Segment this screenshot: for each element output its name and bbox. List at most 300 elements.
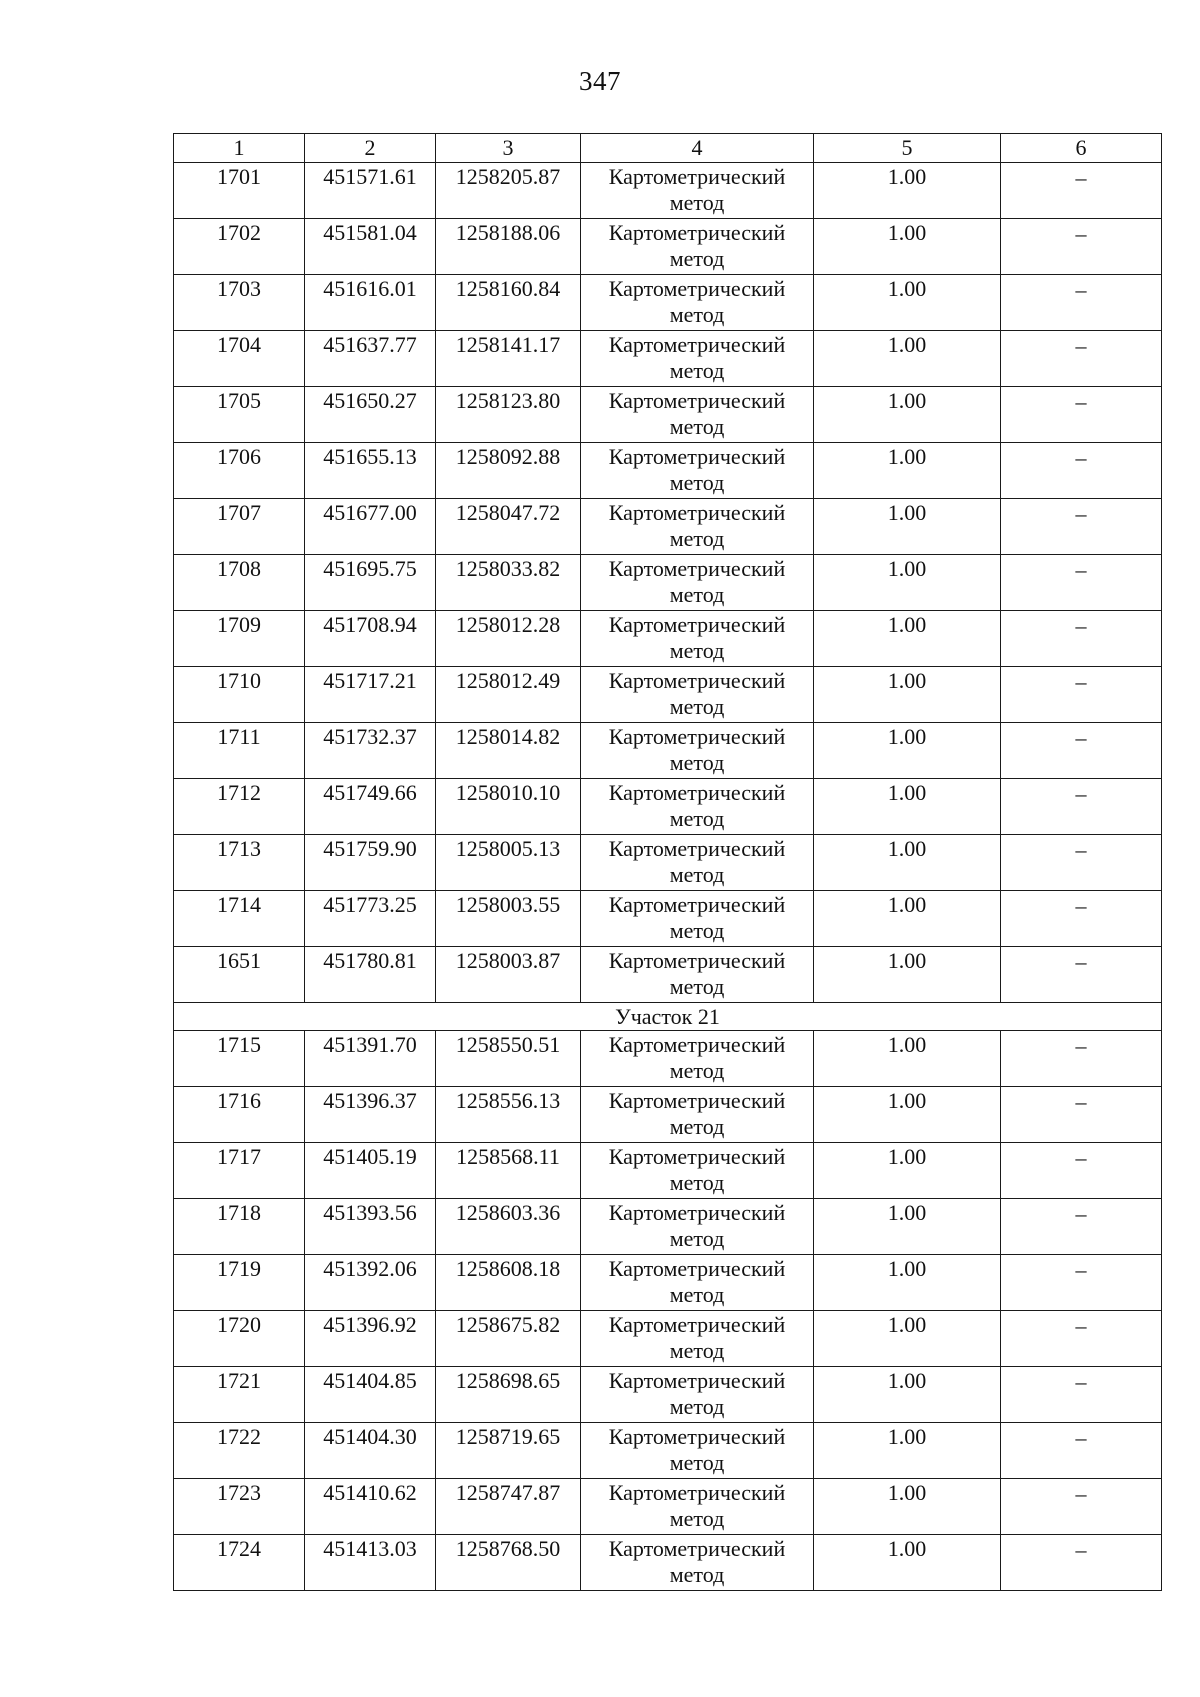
accuracy-cell: [814, 667, 1001, 723]
y-coordinate: 1258123.80: [455, 388, 561, 413]
method-cell: [581, 1535, 814, 1591]
x-coordinate: 451749.66: [323, 780, 417, 805]
y-coordinate-cell: [436, 611, 581, 667]
point-number: 1715: [217, 1032, 261, 1057]
method-cell: [581, 1423, 814, 1479]
x-coordinate: 451396.92: [323, 1312, 417, 1337]
accuracy-cell: [814, 1199, 1001, 1255]
x-coordinate-cell: [305, 387, 436, 443]
y-coordinate-cell: [436, 443, 581, 499]
table-row: [174, 835, 1162, 891]
accuracy-cell: [814, 387, 1001, 443]
y-coordinate-cell: [436, 219, 581, 275]
y-coordinate-cell: [436, 723, 581, 779]
point-number: 1709: [217, 612, 261, 637]
column-header: 3: [436, 134, 581, 163]
note-cell: [1001, 947, 1162, 1003]
method-line-2: метод: [669, 806, 725, 831]
note: –: [1075, 165, 1087, 190]
y-coordinate-cell: [436, 835, 581, 891]
note-cell: [1001, 891, 1162, 947]
method-line-1: Картометрический: [608, 1032, 786, 1057]
point-number-cell: [174, 275, 305, 331]
table-row: [174, 1143, 1162, 1199]
note-cell: [1001, 1255, 1162, 1311]
note: –: [1075, 277, 1087, 302]
accuracy: 1.00: [887, 164, 927, 189]
accuracy: 1.00: [887, 556, 927, 581]
point-number-cell: [174, 1367, 305, 1423]
method-line-1: Картометрический: [608, 1480, 786, 1505]
note-cell: [1001, 1423, 1162, 1479]
x-coordinate-cell: [305, 1367, 436, 1423]
table-row: [174, 611, 1162, 667]
x-coordinate-cell: [305, 1423, 436, 1479]
method-line-1: Картометрический: [608, 724, 786, 749]
method-line-1: Картометрический: [608, 1200, 786, 1225]
column-header: 1: [174, 134, 305, 163]
x-coordinate: 451404.30: [323, 1424, 417, 1449]
point-number-cell: [174, 1311, 305, 1367]
accuracy-cell: [814, 443, 1001, 499]
point-number: 1703: [217, 276, 261, 301]
section-heading: Участок 21: [174, 1003, 1162, 1031]
y-coordinate-cell: [436, 1479, 581, 1535]
y-coordinate: 1258014.82: [455, 724, 561, 749]
x-coordinate: 451616.01: [323, 276, 417, 301]
method-line-2: метод: [669, 1338, 725, 1363]
method-cell: [581, 1199, 814, 1255]
x-coordinate-cell: [305, 779, 436, 835]
note-cell: [1001, 779, 1162, 835]
method-cell: [581, 1087, 814, 1143]
x-coordinate: 451717.21: [323, 668, 417, 693]
accuracy: 1.00: [887, 388, 927, 413]
method-line-2: метод: [669, 638, 725, 663]
table-row: [174, 275, 1162, 331]
accuracy-cell: [814, 947, 1001, 1003]
x-coordinate: 451650.27: [323, 388, 417, 413]
x-coordinate-cell: [305, 219, 436, 275]
method-cell: [581, 331, 814, 387]
section-heading-row: [174, 1003, 1162, 1031]
x-coordinate-cell: [305, 1311, 436, 1367]
y-coordinate: 1258719.65: [455, 1424, 561, 1449]
point-number-cell: [174, 1031, 305, 1087]
x-coordinate: 451780.81: [323, 948, 417, 973]
column-number-row: [174, 134, 1162, 163]
y-coordinate: 1258768.50: [455, 1536, 561, 1561]
method-line-1: Картометрический: [608, 164, 786, 189]
note-cell: [1001, 1311, 1162, 1367]
x-coordinate-cell: [305, 947, 436, 1003]
x-coordinate-cell: [305, 835, 436, 891]
method-line-1: Картометрический: [608, 1536, 786, 1561]
note: –: [1075, 837, 1087, 862]
method-line-2: метод: [669, 246, 725, 271]
y-coordinate: 1258698.65: [455, 1368, 561, 1393]
method-line-2: метод: [669, 302, 725, 327]
y-coordinate-cell: [436, 1199, 581, 1255]
y-coordinate-cell: [436, 667, 581, 723]
point-number: 1711: [217, 724, 261, 749]
method-line-1: Картометрический: [608, 220, 786, 245]
point-number-cell: [174, 891, 305, 947]
method-line-2: метод: [669, 974, 725, 999]
note: –: [1075, 1537, 1087, 1562]
method-line-2: метод: [669, 1058, 725, 1083]
table-row: [174, 499, 1162, 555]
accuracy-cell: [814, 219, 1001, 275]
note-cell: [1001, 723, 1162, 779]
note-cell: [1001, 1367, 1162, 1423]
method-cell: [581, 555, 814, 611]
point-number-cell: [174, 779, 305, 835]
column-header: 6: [1001, 134, 1162, 163]
method-line-2: метод: [669, 190, 725, 215]
x-coordinate-cell: [305, 667, 436, 723]
note: –: [1075, 1481, 1087, 1506]
method-line-1: Картометрический: [608, 668, 786, 693]
accuracy-cell: [814, 1311, 1001, 1367]
accuracy-cell: [814, 275, 1001, 331]
accuracy-cell: [814, 611, 1001, 667]
point-number: 1719: [217, 1256, 261, 1281]
note-cell: [1001, 443, 1162, 499]
method-line-2: метод: [669, 1394, 725, 1419]
x-coordinate: 451571.61: [323, 164, 417, 189]
method-line-2: метод: [669, 1226, 725, 1251]
method-cell: [581, 1255, 814, 1311]
point-number-cell: [174, 723, 305, 779]
accuracy-cell: [814, 1255, 1001, 1311]
point-number-cell: [174, 387, 305, 443]
y-coordinate-cell: [436, 1087, 581, 1143]
method-line-1: Картометрический: [608, 388, 786, 413]
y-coordinate: 1258603.36: [455, 1200, 561, 1225]
y-coordinate-cell: [436, 331, 581, 387]
y-coordinate: 1258092.88: [455, 444, 561, 469]
method-line-2: метод: [669, 1170, 725, 1195]
y-coordinate: 1258033.82: [455, 556, 561, 581]
x-coordinate: 451393.56: [323, 1200, 417, 1225]
method-line-2: метод: [669, 694, 725, 719]
table-row: [174, 1423, 1162, 1479]
accuracy-cell: [814, 1423, 1001, 1479]
note-cell: [1001, 331, 1162, 387]
x-coordinate-cell: [305, 331, 436, 387]
method-cell: [581, 1311, 814, 1367]
point-number-cell: [174, 1143, 305, 1199]
x-coordinate: 451410.62: [323, 1480, 417, 1505]
table-row: [174, 1311, 1162, 1367]
y-coordinate-cell: [436, 1423, 581, 1479]
accuracy-cell: [814, 163, 1001, 219]
method-cell: [581, 947, 814, 1003]
method-cell: [581, 667, 814, 723]
accuracy-cell: [814, 1367, 1001, 1423]
point-number: 1702: [217, 220, 261, 245]
point-number-cell: [174, 219, 305, 275]
note: –: [1075, 1369, 1087, 1394]
x-coordinate: 451396.37: [323, 1088, 417, 1113]
point-number: 1707: [217, 500, 261, 525]
accuracy: 1.00: [887, 1032, 927, 1057]
y-coordinate: 1258568.11: [456, 1144, 560, 1169]
x-coordinate: 451655.13: [323, 444, 417, 469]
method-line-1: Картометрический: [608, 1144, 786, 1169]
y-coordinate: 1258012.28: [455, 612, 561, 637]
x-coordinate-cell: [305, 1255, 436, 1311]
method-line-2: метод: [669, 750, 725, 775]
method-cell: [581, 163, 814, 219]
note: –: [1075, 669, 1087, 694]
x-coordinate: 451581.04: [323, 220, 417, 245]
y-coordinate: 1258556.13: [455, 1088, 561, 1113]
column-header: 2: [305, 134, 436, 163]
accuracy-cell: [814, 1087, 1001, 1143]
table-row: [174, 555, 1162, 611]
method-line-2: метод: [669, 918, 725, 943]
table-row: [174, 331, 1162, 387]
method-line-1: Картометрический: [608, 948, 786, 973]
table-row: [174, 723, 1162, 779]
table-row: [174, 1367, 1162, 1423]
accuracy: 1.00: [887, 836, 927, 861]
x-coordinate: 451637.77: [323, 332, 417, 357]
note: –: [1075, 1313, 1087, 1338]
y-coordinate: 1258747.87: [455, 1480, 561, 1505]
point-number: 1721: [217, 1368, 261, 1393]
table-row: [174, 667, 1162, 723]
accuracy: 1.00: [887, 1200, 927, 1225]
table-row: [174, 1255, 1162, 1311]
method-line-2: метод: [669, 470, 725, 495]
y-coordinate-cell: [436, 1535, 581, 1591]
note: –: [1075, 501, 1087, 526]
y-coordinate-cell: [436, 1311, 581, 1367]
method-cell: [581, 1479, 814, 1535]
point-number: 1705: [217, 388, 261, 413]
x-coordinate: 451413.03: [323, 1536, 417, 1561]
x-coordinate-cell: [305, 1143, 436, 1199]
y-coordinate: 1258003.87: [455, 948, 561, 973]
note: –: [1075, 1033, 1087, 1058]
accuracy: 1.00: [887, 1368, 927, 1393]
accuracy-cell: [814, 1143, 1001, 1199]
note: –: [1075, 389, 1087, 414]
y-coordinate-cell: [436, 1031, 581, 1087]
y-coordinate: 1258550.51: [455, 1032, 561, 1057]
note: –: [1075, 613, 1087, 638]
point-number: 1724: [217, 1536, 261, 1561]
method-line-2: метод: [669, 1450, 725, 1475]
table-row: [174, 1479, 1162, 1535]
method-cell: [581, 611, 814, 667]
method-line-2: метод: [669, 1282, 725, 1307]
point-number: 1710: [217, 668, 261, 693]
accuracy: 1.00: [887, 1256, 927, 1281]
table-body: [174, 134, 1162, 1591]
table-row: [174, 443, 1162, 499]
note: –: [1075, 1201, 1087, 1226]
accuracy: 1.00: [887, 276, 927, 301]
method-line-2: метод: [669, 414, 725, 439]
method-line-1: Картометрический: [608, 1368, 786, 1393]
point-number: 1708: [217, 556, 261, 581]
x-coordinate-cell: [305, 1031, 436, 1087]
y-coordinate-cell: [436, 779, 581, 835]
accuracy: 1.00: [887, 892, 927, 917]
y-coordinate-cell: [436, 555, 581, 611]
note: –: [1075, 949, 1087, 974]
point-number: 1717: [217, 1144, 261, 1169]
table-row: [174, 1031, 1162, 1087]
note: –: [1075, 333, 1087, 358]
note: –: [1075, 1257, 1087, 1282]
method-line-1: Картометрический: [608, 500, 786, 525]
note: –: [1075, 893, 1087, 918]
x-coordinate: 451759.90: [323, 836, 417, 861]
y-coordinate: 1258188.06: [455, 220, 561, 245]
note-cell: [1001, 1535, 1162, 1591]
accuracy-cell: [814, 1031, 1001, 1087]
note: –: [1075, 1145, 1087, 1170]
y-coordinate: 1258205.87: [455, 164, 561, 189]
y-coordinate: 1258675.82: [455, 1312, 561, 1337]
method-line-1: Картометрический: [608, 1088, 786, 1113]
method-cell: [581, 891, 814, 947]
note-cell: [1001, 499, 1162, 555]
coordinates-table: [173, 133, 1162, 1591]
accuracy-cell: [814, 1479, 1001, 1535]
x-coordinate: 451405.19: [323, 1144, 417, 1169]
accuracy-cell: [814, 499, 1001, 555]
x-coordinate-cell: [305, 611, 436, 667]
point-number-cell: [174, 331, 305, 387]
accuracy: 1.00: [887, 332, 927, 357]
note-cell: [1001, 1199, 1162, 1255]
point-number-cell: [174, 1535, 305, 1591]
note-cell: [1001, 163, 1162, 219]
method-line-1: Картометрический: [608, 612, 786, 637]
point-number-cell: [174, 1199, 305, 1255]
y-coordinate: 1258003.55: [455, 892, 561, 917]
method-line-1: Картометрический: [608, 556, 786, 581]
point-number-cell: [174, 947, 305, 1003]
note-cell: [1001, 667, 1162, 723]
method-line-1: Картометрический: [608, 780, 786, 805]
y-coordinate: 1258010.10: [455, 780, 561, 805]
point-number-cell: [174, 835, 305, 891]
point-number: 1718: [217, 1200, 261, 1225]
point-number-cell: [174, 611, 305, 667]
note: –: [1075, 445, 1087, 470]
note: –: [1075, 781, 1087, 806]
accuracy: 1.00: [887, 948, 927, 973]
x-coordinate-cell: [305, 1199, 436, 1255]
table-row: [174, 387, 1162, 443]
table-row: [174, 1535, 1162, 1591]
table-row: [174, 947, 1162, 1003]
method-line-2: метод: [669, 358, 725, 383]
accuracy: 1.00: [887, 444, 927, 469]
table-row: [174, 891, 1162, 947]
note-cell: [1001, 275, 1162, 331]
x-coordinate: 451773.25: [323, 892, 417, 917]
point-number: 1722: [217, 1424, 261, 1449]
point-number: 1720: [217, 1312, 261, 1337]
x-coordinate: 451404.85: [323, 1368, 417, 1393]
accuracy: 1.00: [887, 1088, 927, 1113]
method-cell: [581, 499, 814, 555]
x-coordinate: 451732.37: [323, 724, 417, 749]
point-number: 1712: [217, 780, 261, 805]
note-cell: [1001, 1031, 1162, 1087]
note-cell: [1001, 1143, 1162, 1199]
method-cell: [581, 1367, 814, 1423]
x-coordinate-cell: [305, 1479, 436, 1535]
method-line-1: Картометрический: [608, 1256, 786, 1281]
y-coordinate: 1258608.18: [455, 1256, 561, 1281]
method-cell: [581, 779, 814, 835]
x-coordinate-cell: [305, 499, 436, 555]
point-number: 1713: [217, 836, 261, 861]
y-coordinate: 1258160.84: [455, 276, 561, 301]
y-coordinate-cell: [436, 1143, 581, 1199]
note-cell: [1001, 611, 1162, 667]
point-number-cell: [174, 667, 305, 723]
method-line-1: Картометрический: [608, 444, 786, 469]
note: –: [1075, 1425, 1087, 1450]
y-coordinate-cell: [436, 275, 581, 331]
method-line-1: Картометрический: [608, 836, 786, 861]
point-number: 1716: [217, 1088, 261, 1113]
x-coordinate: 451392.06: [323, 1256, 417, 1281]
x-coordinate-cell: [305, 1087, 436, 1143]
accuracy: 1.00: [887, 1536, 927, 1561]
method-line-2: метод: [669, 1114, 725, 1139]
note: –: [1075, 221, 1087, 246]
table-row: [174, 163, 1162, 219]
point-number: 1651: [217, 948, 261, 973]
method-cell: [581, 275, 814, 331]
column-header: 4: [581, 134, 814, 163]
note-cell: [1001, 835, 1162, 891]
note-cell: [1001, 387, 1162, 443]
y-coordinate: 1258012.49: [455, 668, 561, 693]
page-number: 347: [579, 66, 621, 96]
method-line-1: Картометрический: [608, 1424, 786, 1449]
note-cell: [1001, 1087, 1162, 1143]
y-coordinate-cell: [436, 499, 581, 555]
point-number: 1704: [217, 332, 261, 357]
accuracy: 1.00: [887, 1424, 927, 1449]
method-cell: [581, 1031, 814, 1087]
accuracy: 1.00: [887, 500, 927, 525]
method-line-2: метод: [669, 1506, 725, 1531]
method-cell: [581, 723, 814, 779]
y-coordinate: 1258005.13: [455, 836, 561, 861]
accuracy-cell: [814, 723, 1001, 779]
point-number-cell: [174, 1087, 305, 1143]
x-coordinate-cell: [305, 275, 436, 331]
x-coordinate: 451708.94: [323, 612, 417, 637]
method-line-2: метод: [669, 526, 725, 551]
point-number-cell: [174, 555, 305, 611]
method-cell: [581, 835, 814, 891]
table-row: [174, 779, 1162, 835]
